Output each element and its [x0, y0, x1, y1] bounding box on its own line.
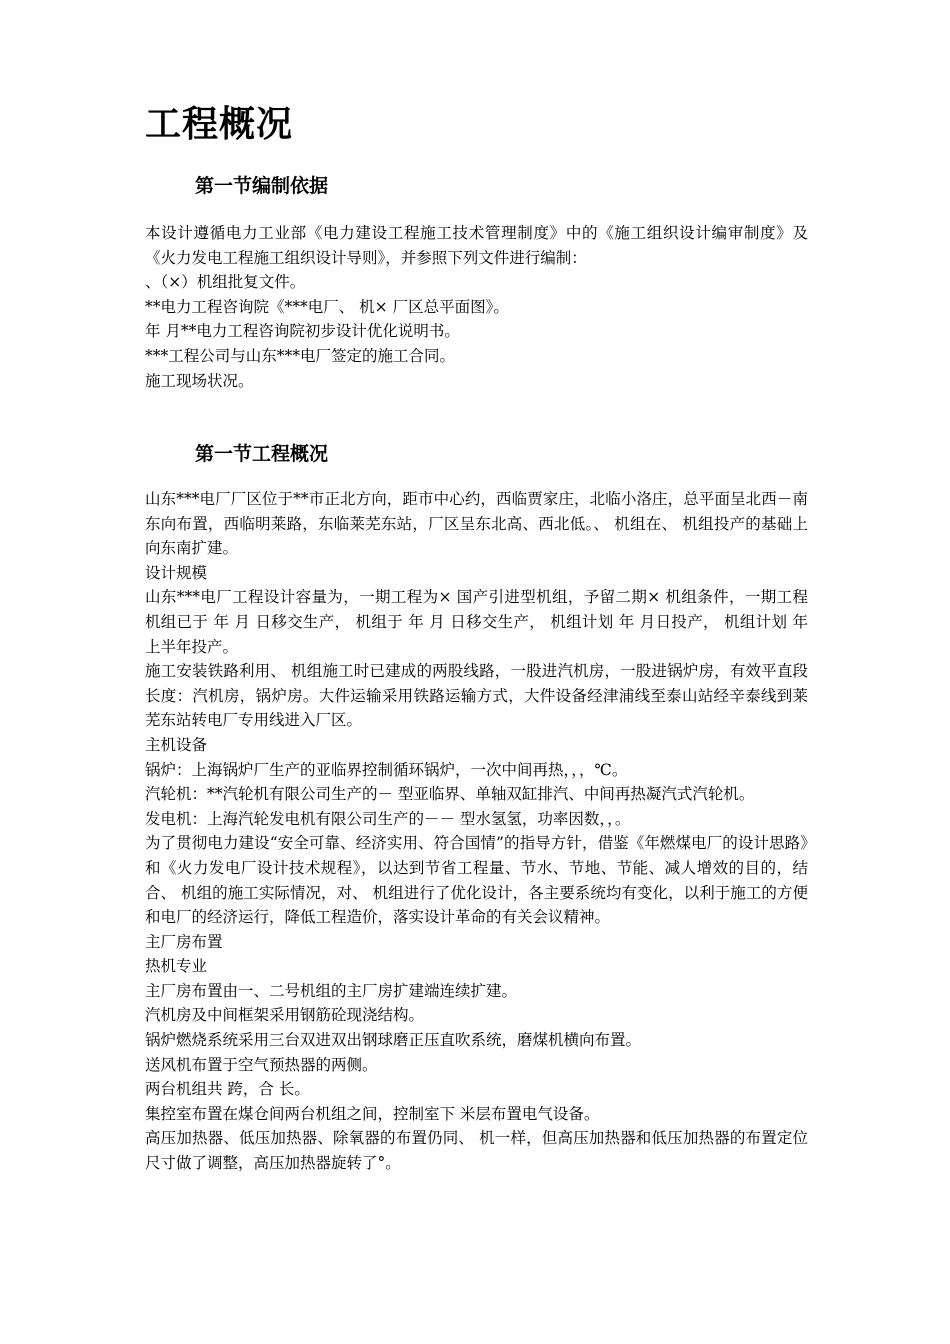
page-title: 工程概况	[145, 104, 294, 145]
section-heading-overview: 第一节工程概况	[195, 443, 329, 465]
paragraph: 本设计遵循电力工业部《电力建设工程施工技术管理制度》中的《施工组织设计编审制度》及《火力发电工程施工组织设计导则》，并参照下列文件进行编制：	[145, 224, 808, 267]
paragraph: **电力工程咨询院《***电厂、 机× 厂区总平面图》。	[145, 297, 509, 316]
paragraph: 年 月**电力工程咨询院初步设计优化说明书。	[145, 322, 460, 341]
section-body-overview	[145, 487, 808, 1176]
section-body-basis	[145, 221, 808, 393]
paragraph: 两台机组共 跨，合 长。	[145, 1080, 310, 1099]
paragraph: 集控室布置在煤仓间两台机组之间，控制室下 米层布置电气设备。	[145, 1104, 600, 1123]
paragraph: 汽轮机：**汽轮机有限公司生产的－ 型亚临界、单轴双缸排汽、中间再热凝汽式汽轮机。	[145, 785, 755, 804]
paragraph: 汽机房及中间框架采用钢筋砼现浇结构。	[145, 1006, 425, 1025]
paragraph: 、（×）机组批复文件。	[145, 273, 306, 292]
paragraph: 送风机布置于空气预热器的两侧。	[145, 1055, 378, 1074]
paragraph: 山东***电厂工程设计容量为，一期工程为× 国产引进型机组，予留二期× 机组条件，一期工程 机组已于 年 月 日移交生产， 机组于 年 月 日移交生产， 机组计划 年 月日投产， 机组计划 年上半年投产。	[145, 588, 808, 656]
paragraph: 施工现场状况。	[145, 371, 254, 390]
paragraph: 主厂房布置由一、二号机组的主厂房扩建端连续扩建。	[145, 981, 518, 1000]
paragraph: 发电机：上海汽轮发电机有限公司生产的－－ 型水氢氢，功率因数，，。	[145, 809, 631, 828]
paragraph: 施工安装铁路利用、 机组施工时已建成的两股线路，一股进汽机房，一股进锅炉房，有效平直段长度：汽机房，锅炉房。大件运输采用铁路运输方式，大件设备经津浦线至泰山站经辛泰线到莱芜东站转电厂专用线进入厂区。	[145, 662, 808, 730]
paragraph: 锅炉燃烧系统采用三台双进双出钢球磨正压直吹系统，磨煤机横向布置。	[145, 1031, 642, 1050]
paragraph: 高压加热器、低压加热器、除氧器的布置仍同、 机一样，但高压加热器和低压加热器的布置定位尺寸做了调整，高压加热器旋转了°。	[145, 1129, 808, 1173]
paragraph: 为了贯彻电力建设“安全可靠、经济实用、符合国情”的指导方针，借鉴《年燃煤电厂的设计思路》和《火力发电厂设计技术规程》，以达到节省工程量、节水、节地、节能、减人增效的目的，结合、 机组的施工实际情况，对、 机组进行了优化设计，各主要系统均有变化，以利于施工的方便和电厂的经济运行，降低工程造价，落实设计革命的有关会议精神。	[145, 834, 808, 927]
paragraph: 主厂房布置	[145, 932, 223, 951]
paragraph: 山东***电厂厂区位于**市正北方向，距市中心约，西临贾家庄，北临小洛庄，总平面呈北西－南东向布置，西临明莱路，东临莱芜东站，厂区呈东北高、西北低。、 机组在、 机组投产的基础上向东南扩建。	[145, 490, 808, 558]
paragraph: 设计规模	[145, 563, 208, 582]
paragraph: 主机设备	[145, 735, 208, 754]
section-heading-basis: 第一节编制依据	[195, 175, 329, 197]
paragraph: 锅炉：上海锅炉厂生产的亚临界控制循环锅炉，一次中间再热，，，℃。	[145, 760, 628, 779]
paragraph: ***工程公司与山东***电厂签定的施工合同。	[145, 346, 456, 365]
paragraph: 热机专业	[145, 957, 208, 976]
